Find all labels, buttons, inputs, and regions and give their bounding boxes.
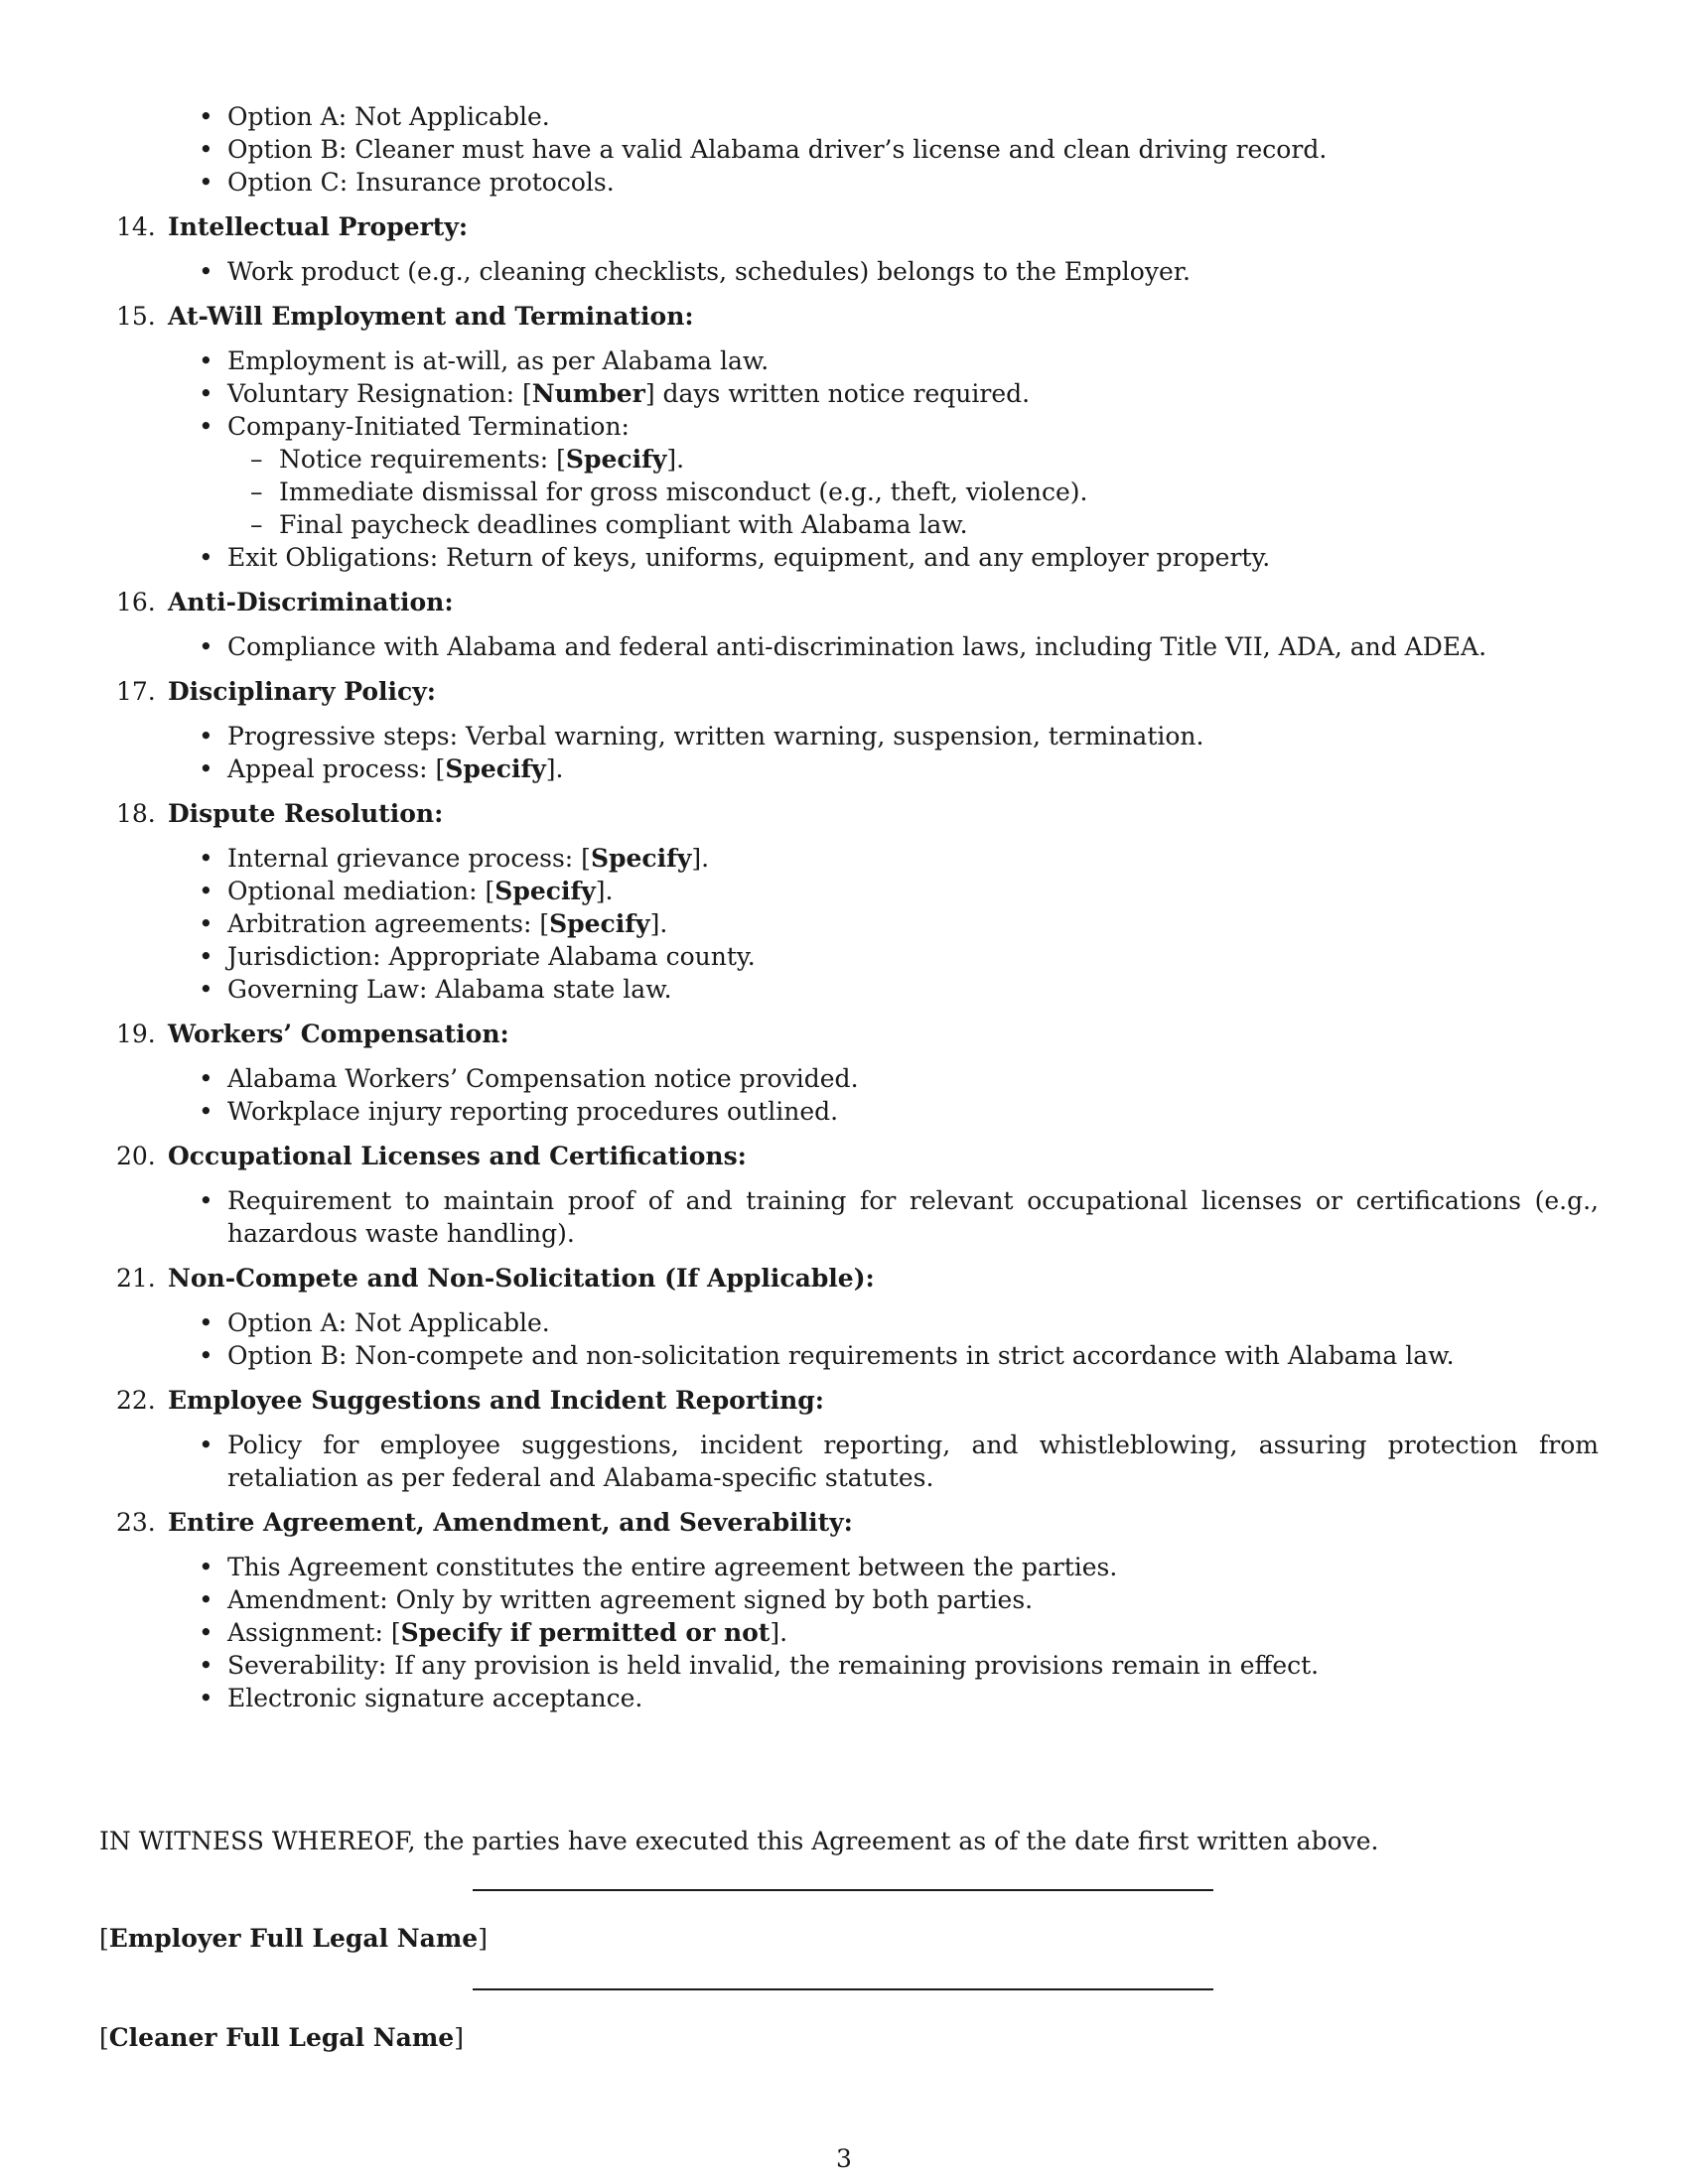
- section-17: [0, 675, 1688, 785]
- list-item: • Requirement to maintain proof of and training for relevant occupational licenses or certifications (e.g., hazardous waste handling).: [0, 1184, 1688, 1250]
- section-heading: [0, 1140, 1688, 1172]
- signer-name: Cleaner Full Legal Name: [108, 2023, 455, 2052]
- list-item: • Alabama Workers’ Compensation notice provided.: [0, 1062, 1688, 1095]
- item-text: .: [676, 445, 685, 474]
- list-item: [0, 410, 1688, 443]
- item-text: Voluntary Resignation:: [227, 379, 522, 408]
- list-item: • Governing Law: Alabama state law.: [0, 973, 1688, 1006]
- list-item: • Jurisdiction: Appropriate Alabama county.: [0, 940, 1688, 973]
- section-16: [0, 586, 1688, 663]
- section-heading: [0, 1384, 1688, 1417]
- placeholder-field: Specify: [565, 445, 667, 474]
- sub-list: [0, 443, 1688, 541]
- section-title: Disciplinary Policy:: [168, 677, 436, 706]
- section-list: [0, 842, 1688, 1006]
- section-list: [0, 630, 1688, 663]
- section-title: Occupational Licenses and Certifications:: [168, 1142, 747, 1170]
- item-text: Arbitration agreements:: [227, 909, 540, 938]
- item-text: days written notice required.: [654, 379, 1031, 408]
- list-item: • This Agreement constitutes the entire agreement between the parties.: [0, 1551, 1688, 1583]
- item-text: Internal grievance process:: [227, 844, 582, 873]
- placeholder-field: Specify: [445, 754, 546, 783]
- item-text: Appeal process:: [227, 754, 436, 783]
- list-item: • Optional mediation: [Specify].: [0, 875, 1688, 907]
- section-heading: [0, 675, 1688, 708]
- section-list: [0, 1306, 1688, 1372]
- signature-name-cleaner: [Cleaner Full Legal Name]: [99, 2023, 464, 2052]
- item-text: Company-Initiated Termination:: [227, 412, 630, 441]
- section-heading: [0, 210, 1688, 243]
- section-14: [0, 210, 1688, 288]
- signature-line-employer: [473, 1889, 1213, 1891]
- sub-list-item: – Immediate dismissal for gross misconduct (e.g., theft, violence).: [0, 476, 1688, 508]
- list-item: • Option A: Not Applicable.: [0, 1306, 1688, 1339]
- signature-name-employer: [Employer Full Legal Name]: [99, 1924, 488, 1953]
- list-item: • Amendment: Only by written agreement signed by both parties.: [0, 1583, 1688, 1616]
- section-list: [0, 1429, 1688, 1494]
- list-item: • Electronic signature acceptance.: [0, 1682, 1688, 1714]
- section-heading: [0, 300, 1688, 333]
- item-text: Notice requirements:: [279, 445, 557, 474]
- section-list: [0, 1062, 1688, 1128]
- section-title: Intellectual Property:: [168, 212, 469, 241]
- sub-list-item: – Final paycheck deadlines compliant with Alabama law.: [0, 508, 1688, 541]
- section-18: [0, 797, 1688, 1006]
- section-title: Employee Suggestions and Incident Reporting:: [168, 1386, 824, 1415]
- placeholder-field: Specify: [590, 844, 692, 873]
- page-number: 3: [836, 2144, 852, 2173]
- section-number: 14.: [116, 212, 156, 241]
- body-content: [0, 100, 1688, 1714]
- section-title: At-Will Employment and Termination:: [168, 302, 694, 331]
- list-item: • Policy for employee suggestions, incident reporting, and whistleblowing, assuring protection from retaliation as per federal and Alabama-specific statutes.: [0, 1429, 1688, 1494]
- section-number: 17.: [116, 677, 156, 706]
- list-item: • Severability: If any provision is held invalid, the remaining provisions remain in effect.: [0, 1649, 1688, 1682]
- list-item: • Option B: Cleaner must have a valid Alabama driver’s license and clean driving record.: [0, 133, 1688, 166]
- list-item: • Option B: Non-compete and non-solicitation requirements in strict accordance with Alabama law.: [0, 1339, 1688, 1372]
- placeholder-field: Specify: [494, 877, 596, 905]
- section-list: [0, 255, 1688, 288]
- item-text: .: [555, 754, 564, 783]
- section-number: 22.: [116, 1386, 156, 1415]
- list-item: • Voluntary Resignation: [Number] days written notice required.: [0, 377, 1688, 410]
- section-title: Workers’ Compensation:: [168, 1020, 509, 1048]
- list-item: • Employment is at-will, as per Alabama law.: [0, 344, 1688, 377]
- list-item: • Option A: Not Applicable.: [0, 100, 1688, 133]
- list-item: • Assignment: [Specify if permitted or not].: [0, 1616, 1688, 1649]
- list-item: • Work product (e.g., cleaning checklists, schedules) belongs to the Employer.: [0, 255, 1688, 288]
- section-heading: [0, 1262, 1688, 1295]
- section-number: 15.: [116, 302, 156, 331]
- list-item: • Option C: Insurance protocols.: [0, 166, 1688, 199]
- list-item: • Workplace injury reporting procedures outlined.: [0, 1095, 1688, 1128]
- sub-list-item: – Notice requirements: [Specify].: [0, 443, 1688, 476]
- section-list: [0, 344, 1688, 443]
- list-item: • Compliance with Alabama and federal anti-discrimination laws, including Title VII, ADA, and ADEA.: [0, 630, 1688, 663]
- section-list: [0, 541, 1688, 574]
- section-23: [0, 1506, 1688, 1714]
- section-number: 21.: [116, 1264, 156, 1293]
- section-heading: [0, 1506, 1688, 1539]
- signature-line-cleaner: [473, 1988, 1213, 1990]
- section-heading: [0, 797, 1688, 830]
- section-list: [0, 1551, 1688, 1714]
- section-number: 16.: [116, 588, 156, 616]
- section-20: [0, 1140, 1688, 1250]
- placeholder-field: Number: [531, 379, 645, 408]
- section-number: 23.: [116, 1508, 156, 1537]
- list-item: • Appeal process: [Specify].: [0, 752, 1688, 785]
- list-item: • Exit Obligations: Return of keys, uniforms, equipment, and any employer property.: [0, 541, 1688, 574]
- item-text: Optional mediation:: [227, 877, 486, 905]
- section-title: Non-Compete and Non-Solicitation (If Applicable):: [168, 1264, 875, 1293]
- section-number: 20.: [116, 1142, 156, 1170]
- witness-statement: IN WITNESS WHEREOF, the parties have executed this Agreement as of the date first written above.: [99, 1827, 1379, 1855]
- section-list: [0, 1184, 1688, 1250]
- placeholder-field: Specify if permitted or not: [400, 1618, 771, 1647]
- section-heading: [0, 586, 1688, 618]
- section-title: Dispute Resolution:: [168, 799, 444, 828]
- section-19: [0, 1018, 1688, 1128]
- transport-options-list: [0, 100, 1688, 199]
- section-21: [0, 1262, 1688, 1372]
- section-list: [0, 720, 1688, 785]
- section-title: Anti-Discrimination:: [168, 588, 454, 616]
- list-item: • Internal grievance process: [Specify].: [0, 842, 1688, 875]
- placeholder-field: Specify: [549, 909, 650, 938]
- section-number: 18.: [116, 799, 156, 828]
- section-title: Entire Agreement, Amendment, and Severability:: [168, 1508, 853, 1537]
- section-22: [0, 1384, 1688, 1494]
- section-15: [0, 300, 1688, 574]
- list-item: • Arbitration agreements: [Specify].: [0, 907, 1688, 940]
- section-heading: [0, 1018, 1688, 1050]
- signer-name: Employer Full Legal Name: [108, 1924, 479, 1953]
- section-number: 19.: [116, 1020, 156, 1048]
- item-text: Assignment:: [227, 1618, 391, 1647]
- list-item: • Progressive steps: Verbal warning, written warning, suspension, termination.: [0, 720, 1688, 752]
